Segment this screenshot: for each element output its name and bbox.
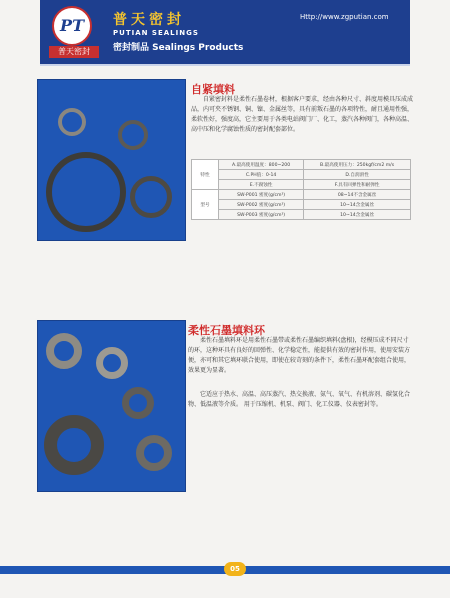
- brand-name-en: PUTIAN SEALINGS: [113, 29, 199, 37]
- website-url: Http://www.zgputian.com: [300, 13, 389, 21]
- table-cell: E.不腐蚀性: [219, 180, 304, 190]
- table-cell-feature-label: 特性: [192, 160, 219, 190]
- product-title-graphite-packing-ring: 柔性石墨填料环: [188, 324, 265, 337]
- graphite-ring-large: [44, 415, 104, 475]
- page-number: 05: [224, 562, 246, 576]
- packing-ring-large: [46, 152, 126, 232]
- company-logo: [52, 6, 92, 46]
- logo-mark: PT: [60, 16, 84, 35]
- packing-ring-small: [58, 108, 86, 136]
- table-cell: C.PH值：0-14: [219, 170, 304, 180]
- graphite-ring: [96, 347, 128, 379]
- table-row: [192, 180, 411, 190]
- table-cell-model-label: 型号: [192, 190, 219, 220]
- graphite-ring: [136, 435, 172, 471]
- product-photo-graphite-packing-ring: [37, 320, 186, 492]
- table-cell: F.具有回弹性和耐弹性: [304, 180, 411, 190]
- section-title: 密封制品 Sealings Products: [113, 43, 244, 53]
- packing-ring-medium: [130, 176, 172, 218]
- table-row: [192, 170, 411, 180]
- table-row: [192, 210, 411, 220]
- table-cell: 08~14不含金属丝: [304, 190, 411, 200]
- table-cell: A.最高使用温度：800~200: [219, 160, 304, 170]
- table-cell: B.最高使用压力：250kgf/cm2 m/s: [304, 160, 411, 170]
- table-cell: SW-P001 密度(g/cm³): [219, 190, 304, 200]
- packing-ring-small: [118, 120, 148, 150]
- brand-name-cn: 普天密封: [113, 12, 185, 28]
- product-description-graphite-packing-ring: 柔性石墨填料环是用柔性石墨带或柔性石墨编织填料(盘根)，经模压成不同尺寸的环，这种环具有良好的回弹性、化学稳定性，能提供有效的密封作用，使用安装方便，亦可和其它填环联合使用，即使在较苛刻的条件下，柔性石墨环配套组合使用，效果更为显著。: [188, 337, 411, 374]
- page-margin-bottom: [0, 598, 450, 614]
- product-photo-self-sealing-packing: [37, 79, 186, 241]
- table-cell: SW-P003 密度(g/cm³): [219, 210, 304, 220]
- spec-table: [191, 159, 411, 220]
- table-cell: D.自润滑性: [304, 170, 411, 180]
- product-applications-graphite-packing-ring: 它适应于热水、高温、高压蒸汽、热交换液、氨气、氧气、有机溶剂、碳氢化合物、低温液等介质。 用于压缩机、机泵、阀门、化工仪器、仪表密封等。: [188, 391, 411, 408]
- logo-caption: 普天密封: [49, 46, 99, 58]
- table-cell: 10~14含金属丝: [304, 200, 411, 210]
- graphite-ring: [46, 333, 82, 369]
- product-description-self-sealing-packing: 自紧密封料是柔性石墨卷材，根据客户要求，经由各种尺寸、斜度用模具压成成品，内可夹不锈钢、铜、镍、金属丝等，具有前叛石墨的各项特性，耐且通用性强，柔软性好，强度高，它主要用于各类电站阀门厂、化工，蒸汽各种阀门，各种高温、高中压和化学腐蚀性质的密封配套部位。: [191, 96, 414, 133]
- product-title-self-sealing-packing: 自紧填料: [191, 83, 235, 96]
- table-row: [192, 190, 411, 200]
- table-cell: 10~14含金属丝: [304, 210, 411, 220]
- table-cell: SW-P002 密度(g/cm³): [219, 200, 304, 210]
- table-row: [192, 160, 411, 170]
- table-row: [192, 200, 411, 210]
- graphite-ring: [122, 387, 154, 419]
